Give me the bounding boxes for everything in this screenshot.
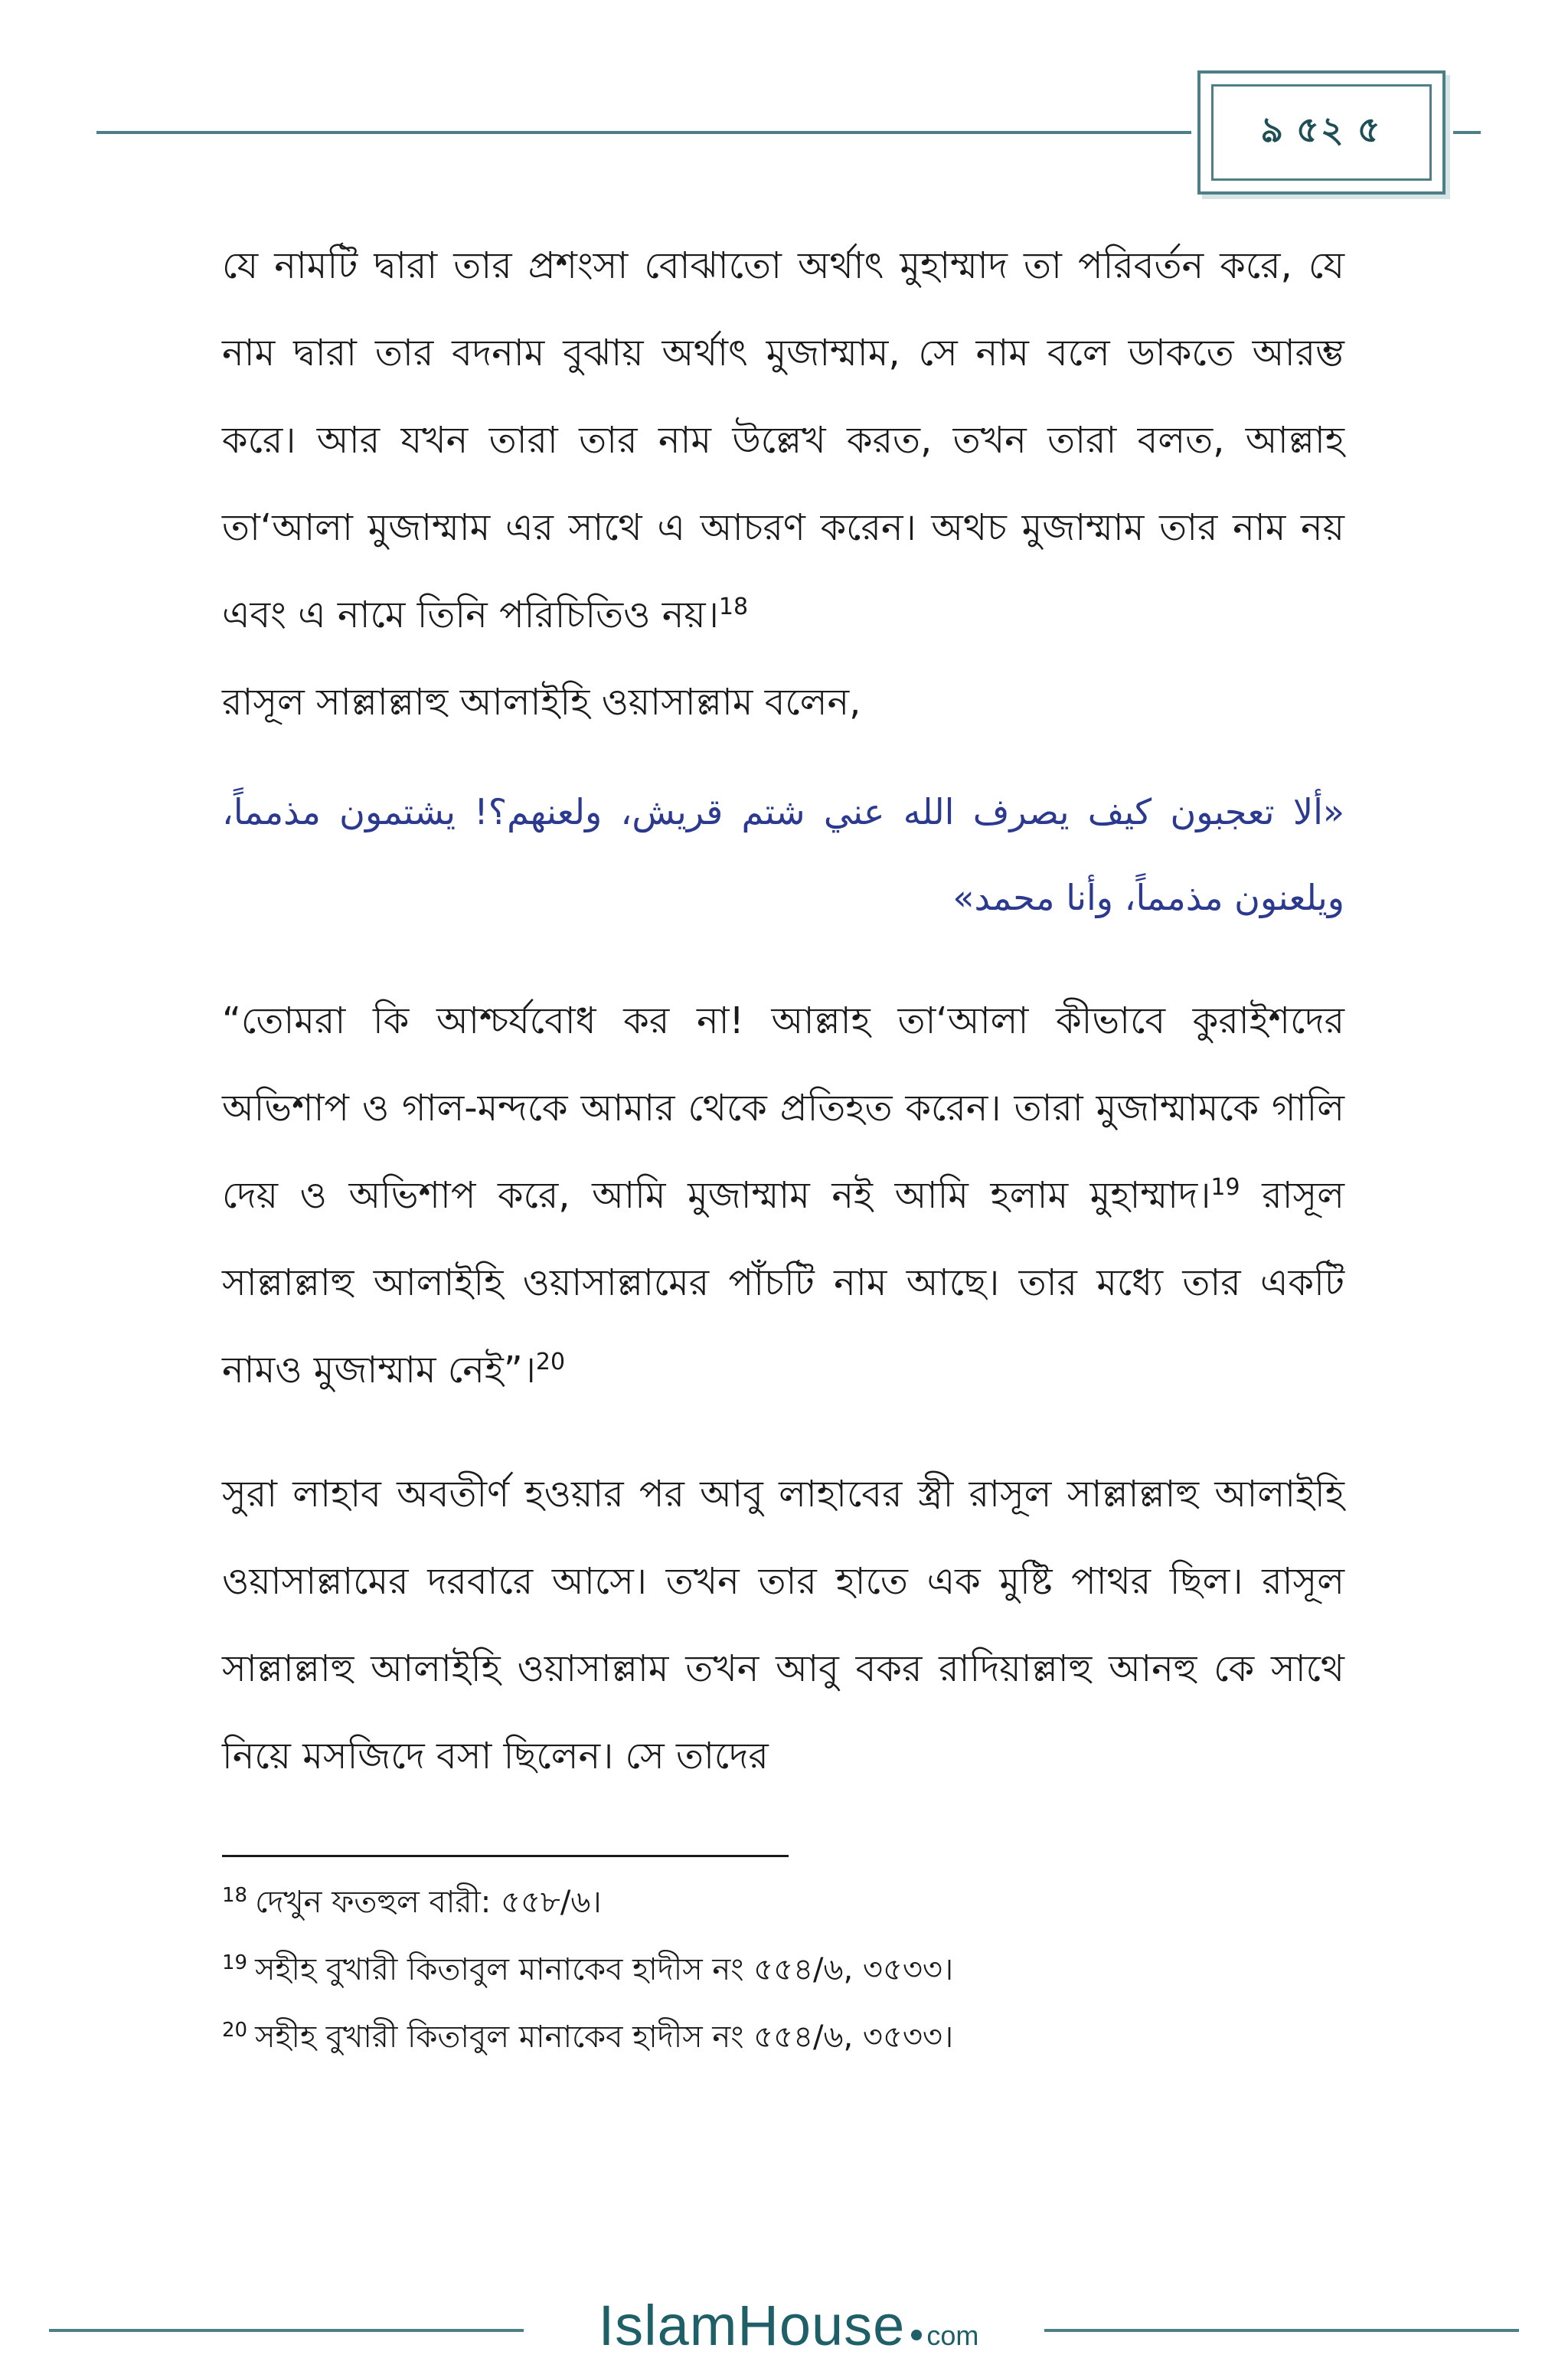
footnote-number: 19 <box>222 1951 248 1974</box>
paragraph-1 <box>222 222 1344 746</box>
translation-paragraph <box>222 977 1344 1414</box>
paragraph-last: সুরা লাহাব অবতীর্ণ হওয়ার পর আবু লাহাবের স্ত্রী রাসূল সাল্লাল্লাহু আলাইহি ওয়াসাল্লামের দরবারে আসে। তখন তার হাতে এক মুষ্টি পাথর ছিল। রাসূল সাল্লাল্লাহু আলাইহি ওয়াসাল্লাম তখন আবু বকর রাদিয়াল্লাহু আনহু কে সাথে নিয়ে মসজিদে বসা ছিলেন। সে তাদের <box>222 1473 1344 1777</box>
translation-text: “তোমরা কি আশ্চর্যবোধ কর না! আল্লাহ তা‘আলা কীভাবে কুরাইশদের অভিশাপ ও গাল-মন্দকে আমার থেকে প্রতিহত করেন। তারা মুজাম্মামকে গালি দেয় ও অভিশাপ করে, আমি মুজাম্মাম নই আমি হলাম মুহাম্মাদ। <box>222 999 1344 1217</box>
paragraph-1-text: যে নামটি দ্বারা তার প্রশংসা বোঝাতো অর্থাৎ মুহাম্মাদ তা পরিবর্তন করে, যে নাম দ্বারা তার বদনাম বুঝায় অর্থাৎ মুজাম্মাম, সে নাম বলে ডাকতে আরম্ভ করে। আর যখন তারা তার নাম উল্লেখ করত, তখন তারা বলত, আল্লাহ তা‘আলা মুজাম্মাম এর সাথে এ আচরণ করেন। অথচ মুজাম্মাম তার নাম নয় এবং এ নামে তিনি পরিচিতিও নয়। <box>222 244 1344 636</box>
header-rule-right <box>1453 131 1481 134</box>
brand-suffix: com <box>926 2320 979 2351</box>
footnote-ref-18[interactable]: 18 <box>718 594 749 620</box>
footnote-19 <box>222 1936 1344 2003</box>
footnote-number: 20 <box>222 2018 248 2042</box>
footer-rule-left <box>49 2329 524 2332</box>
footnote-ref-20[interactable]: 20 <box>535 1349 566 1375</box>
page-body <box>222 222 1344 1800</box>
footnote-divider <box>222 1855 789 1857</box>
page-number-badge <box>1197 70 1446 195</box>
footnote-text: দেখুন ফতহুল বারী: ৫৫৮/৬। <box>255 1885 602 1920</box>
paragraph-1-text-cont: রাসূল সাল্লাল্লাহু আলাইহি ওয়াসাল্লাম বলেন, <box>222 681 861 724</box>
arabic-hadith-quote: «ألا تعجبون كيف يصرف الله عني شتم قريش، ولعنهم؟! يشتمون مذمماً، ويلعنون مذمماً، وأنا محمد» <box>222 791 1344 918</box>
footnote-ref-19[interactable]: 19 <box>1210 1174 1240 1201</box>
islamhouse-logo[interactable] <box>551 2293 1026 2357</box>
header-rule-left <box>96 131 1191 134</box>
page-ornament-right: ৫ <box>1357 109 1382 150</box>
translation-text-cont: রাসূল সাল্লাল্লাহু আলাইহি ওয়াসাল্লামের পাঁচটি নাম আছে। তার মধ্যে তার একটি নামও মুজাম্মাম নেই”। <box>222 1174 1344 1392</box>
brand-dot-icon <box>911 2330 922 2340</box>
footnote-number: 18 <box>222 1883 248 1907</box>
page-number-frame <box>1211 84 1432 181</box>
footer-rule-right <box>1044 2329 1519 2332</box>
footnote-text: সহীহ বুখারী কিতাবুল মানাকেব হাদীস নং ৫৫৪/৬, ৩৫৩৩। <box>255 2020 954 2055</box>
page-number: ৫২ <box>1296 109 1345 150</box>
footnote-text: সহীহ বুখারী কিতাবুল মানাকেব হাদীস নং ৫৫৪/৬, ৩৫৩৩। <box>255 1952 954 1987</box>
footnotes <box>222 1869 1344 2071</box>
page-ornament-left: ঌ <box>1261 109 1285 150</box>
footnote-18 <box>222 1869 1344 1936</box>
brand-name: IslamHouse <box>598 2294 906 2357</box>
footnote-20 <box>222 2003 1344 2071</box>
